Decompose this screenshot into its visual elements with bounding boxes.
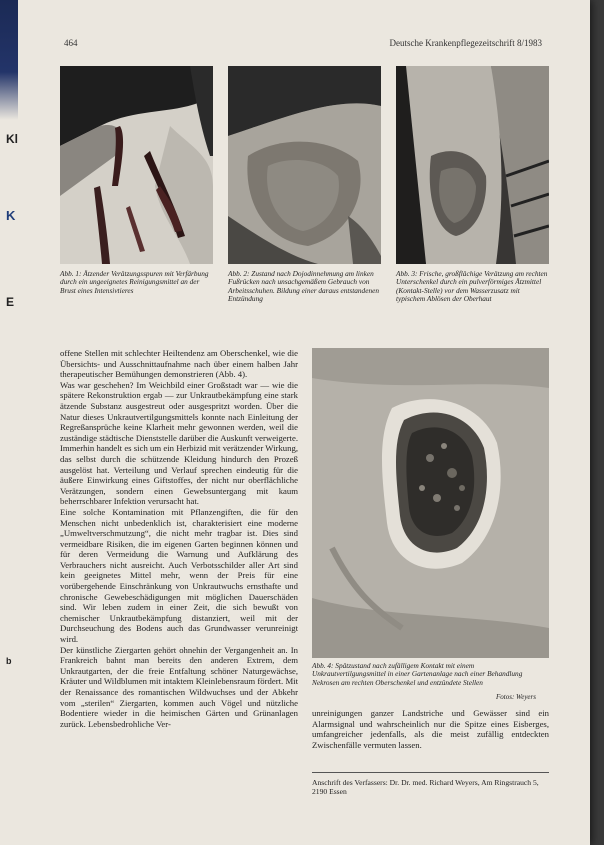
- figure-1-photo: [60, 66, 213, 264]
- figure-4-photo: [312, 348, 549, 658]
- figure-2-photo: [228, 66, 381, 264]
- page-number: 464: [64, 38, 78, 48]
- paragraph: unreinigungen ganzer Landstriche und Gewässer sind ein Alarmsignal und wahrscheinlich nur die Spitze eines Eisberges, umfangreicher jedenfalls, als die meist zufällig entdeckten Zwischenfälle vermuten lassen.: [312, 708, 549, 750]
- adjacent-page-edge: [0, 120, 18, 666]
- paragraph: Eine solche Kontamination mit Pflanzengiften, die für den Menschen nicht unbedenklich ist, charakterisiert eine moderne „Umweltverschmutzung“, die nicht mehr tragbar ist. Dies sind vermeidbare Risiken, die im eigenen Garten beginnen können und für deren Vermeidung die Warnung und Aufklärung des Verbrauchers nicht ausreicht. Auch Verbotsschilder aller Art sind kein geeignetes Mittel mehr, wenn der Preis für eine vorübergehende Einschränkung von Unkrautwuchs ernsthafte und chronische Gewebeschädigungen mit möglichen Dauerschäden sind. Wir leben zudem in einer Zeit, die sich bewußt von chemischer Unkrautbekämpfung distanziert, weil mit der Durchseuchung des Bodens auch das Grundwasser verunreinigt wird.: [60, 506, 298, 645]
- edge-mark: K: [6, 208, 16, 223]
- edge-mark: E: [6, 295, 15, 309]
- edge-mark: b: [6, 656, 12, 666]
- author-address: Anschrift des Verfassers: Dr. Dr. med. Richard Weyers, Am Ringstrauch 5, 2190 Essen: [312, 778, 539, 796]
- figure-1-caption: Abb. 1: Ätzender Verätzungsspuren mit Verfärbung durch ein ungeeignetes Reinigungsmittel an der Brust eines Intensivtieres: [60, 269, 209, 295]
- left-text-column: [60, 348, 298, 729]
- paragraph: Der künstliche Ziergarten gehört ohnehin der Vergangenheit an. In Frankreich bahnt man bereits den anderen Extrem, dem Unkrautgarten, der die freie Entfaltung schöner Naturgewächse, Kräuter und Wildblumen mit intaktem Kleinlebensraum fördert. Mit der Renaissance des romantischen Wildwuchses und der Abkehr vom „sterilen“ Ziergarten, kommen auch Vögel und nützliche Bodentiere wieder in die heimischen Gärten und Grünanlagen zurück. Lebensbedrohliche Ver-: [60, 644, 298, 729]
- figure-2-caption: Abb. 2: Zustand nach Dojodinnehmung am linken Fußrücken nach unsachgemäßem Gebrauch von Arbeitsschuhen. Bildung einer daraus entstandenen Entzündung: [228, 269, 379, 304]
- right-text-column: [312, 708, 549, 750]
- binding-shadow: [0, 0, 18, 120]
- journal-title: Deutsche Krankenpflegezeitschrift 8/1983: [389, 38, 542, 48]
- figure-4-caption: Abb. 4: Spätzustand nach zufälligem Kontakt mit einem Unkrautvertilgungsmittel in einer Gartenanlage nach einer Behandlung Nekrosen am rechten Oberschenkel und entzündete Stellen: [312, 661, 523, 687]
- paragraph: Was war geschehen? Im Weichbild einer Großstadt war — wie die spätere Rekonstruktion ergab — zur Unkrautbekämpfung eine stark ätzende Substanz ausgestreut oder ausgespritzt worden. Über die Natur dieses Unkrautvertilgungsmittels konnte nach Einleitung der Regreßansprüche keine Klarheit mehr gewonnen werden, weil die zuständige städtische Dienststelle darüber die Auskunft verweigerte. Immerhin handelt es sich um ein Herbizid mit verätzender Wirkung, das selbst durch die schützende Kleidung hindurch den Prozeß ausgelöst hat. Verteilung und Verlauf sprechen eindeutig für die äußere Einwirkung eines Giftstoffes, der nicht nur oberflächliche Verätzungen, sondern einen Gewebsuntergang mit kaum beherrschbarer Infektion verursacht hat.: [60, 379, 298, 507]
- paragraph: offene Stellen mit schlechter Heiltendenz am Oberschenkel, wie die Übersichts- und Ausschnittaufnahme nach über einem halben Jahr therapeutischer Bemühungen demonstrieren (Abb. 4).: [60, 348, 298, 380]
- photo-credit: Fotos: Weyers: [496, 693, 536, 701]
- edge-mark: Kl: [6, 132, 18, 146]
- figure-3-photo: [396, 66, 549, 264]
- figure-3-caption: Abb. 3: Frische, großflächige Verätzung am rechten Unterschenkel durch ein pulverförmiges Ätzmittel (Kontakt-Stelle) vor dem Wasserzusatz mit typischem Ablösen der Oberhaut: [396, 269, 548, 304]
- divider: [312, 772, 549, 773]
